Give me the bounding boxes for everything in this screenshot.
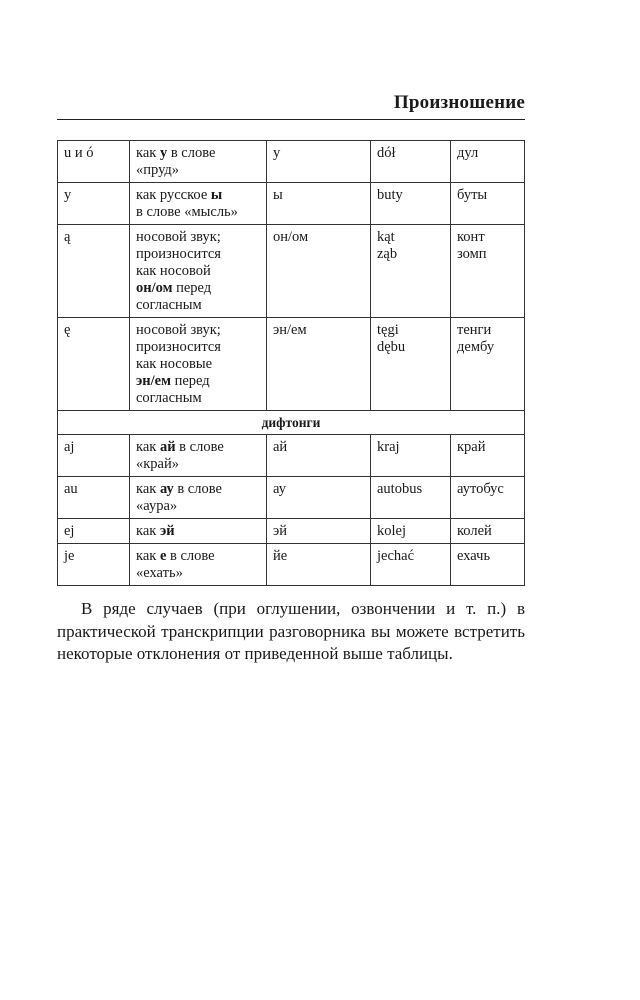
letter-cell: ą (58, 225, 130, 318)
description-line (136, 548, 261, 565)
reading-cell-line: буты (457, 187, 488, 203)
description-line (136, 339, 261, 356)
sound-cell-line: эй (273, 523, 287, 539)
description-line (136, 565, 261, 582)
description-text: перед (170, 373, 210, 389)
bold-sound: он/ом (136, 280, 173, 296)
description-line (136, 481, 261, 498)
polish-example-cell (371, 318, 451, 411)
reading-cell-line: зомп (457, 246, 487, 262)
polish-example-cell (371, 519, 451, 544)
letter-cell: je (58, 544, 130, 586)
description-line (136, 322, 261, 339)
description-text: как носовой (136, 263, 211, 279)
bold-sound: у (159, 145, 168, 161)
sound-cell-line: йе (273, 548, 288, 564)
description-line (136, 297, 261, 314)
description-text: в слове «мысль» (136, 204, 238, 220)
description-cell (130, 183, 267, 225)
bold-sound: эй (159, 523, 175, 539)
reading-cell (451, 435, 525, 477)
description-text: как (136, 481, 160, 497)
description-text: в слове (175, 439, 224, 455)
polish-example-cell (371, 225, 451, 318)
letter-cell: u и ó (58, 141, 130, 183)
description-text: согласным (136, 297, 202, 313)
description-line (136, 356, 261, 373)
page-title: Произношение (393, 92, 525, 113)
reading-cell (451, 544, 525, 586)
table-row (58, 318, 525, 411)
sound-cell (267, 435, 371, 477)
description-text: как (136, 548, 160, 564)
polish-example-cell-line: dół (377, 145, 396, 161)
bold-sound: ы (210, 187, 223, 203)
bold-sound: е (159, 548, 167, 564)
description-text: носовой звук; (136, 322, 221, 338)
reading-cell (451, 519, 525, 544)
description-cell (130, 141, 267, 183)
description-text: произносится (136, 339, 221, 355)
polish-example-cell (371, 477, 451, 519)
description-text: как (136, 439, 160, 455)
table-row (58, 544, 525, 586)
polish-example-cell-line: tęgi (377, 322, 399, 338)
description-cell (130, 519, 267, 544)
description-line (136, 246, 261, 263)
description-line (136, 280, 261, 297)
polish-example-cell (371, 544, 451, 586)
description-line (136, 145, 261, 162)
description-cell (130, 225, 267, 318)
table-row (58, 477, 525, 519)
description-line (136, 204, 261, 221)
sound-cell (267, 318, 371, 411)
polish-example-cell-line: kąt (377, 229, 395, 245)
letter-cell: aj (58, 435, 130, 477)
sound-cell (267, 225, 371, 318)
description-line (136, 229, 261, 246)
bold-sound: эн/ем (136, 373, 171, 389)
description-line (136, 263, 261, 280)
letter-cell: au (58, 477, 130, 519)
reading-cell-line: тенги (457, 322, 492, 338)
reading-cell (451, 183, 525, 225)
sound-cell (267, 183, 371, 225)
polish-example-cell (371, 435, 451, 477)
sound-cell-line: ау (273, 481, 286, 497)
description-text: носовой звук; (136, 229, 221, 245)
description-text: «аура» (136, 498, 178, 514)
table-row (58, 141, 525, 183)
reading-cell-line: дул (457, 145, 479, 161)
polish-example-cell-line: ząb (377, 246, 398, 262)
description-text: в слове (173, 481, 222, 497)
description-text: как русское (136, 187, 211, 203)
sound-cell (267, 141, 371, 183)
description-text: «ехать» (136, 565, 183, 581)
pronunciation-table (57, 140, 525, 586)
reading-cell (451, 225, 525, 318)
reading-cell (451, 318, 525, 411)
table-row (58, 183, 525, 225)
section-label: дифтонги (58, 411, 525, 435)
sound-cell-line: он/ом (273, 229, 309, 245)
sound-cell-line: ай (273, 439, 288, 455)
description-text: как (136, 523, 160, 539)
polish-example-cell-line: kraj (377, 439, 400, 455)
reading-cell-line: ехачь (457, 548, 491, 564)
polish-example-cell-line: dębu (377, 339, 406, 355)
description-cell (130, 318, 267, 411)
description-line (136, 373, 261, 390)
description-line (136, 162, 261, 179)
polish-example-cell (371, 141, 451, 183)
description-text: произносится (136, 246, 221, 262)
description-text: согласным (136, 390, 202, 406)
sound-cell (267, 519, 371, 544)
reading-cell-line: конт (457, 229, 485, 245)
polish-example-cell-line: buty (377, 187, 403, 203)
description-text: как носовые (136, 356, 213, 372)
description-text: «край» (136, 456, 179, 472)
description-cell (130, 477, 267, 519)
table-row (58, 435, 525, 477)
description-text: в слове (166, 548, 215, 564)
reading-cell-line: дембу (457, 339, 495, 355)
bold-sound: ау (159, 481, 174, 497)
sound-cell-line: ы (273, 187, 283, 203)
polish-example-cell-line: jechać (377, 548, 415, 564)
description-line (136, 498, 261, 515)
sound-cell-line: эн/ем (273, 322, 307, 338)
description-text: как (136, 145, 160, 161)
reading-cell (451, 477, 525, 519)
table-row (58, 225, 525, 318)
sound-cell-line: у (273, 145, 281, 161)
reading-cell-line: аутобус (457, 481, 504, 497)
description-text: «пруд» (136, 162, 180, 178)
sound-cell (267, 477, 371, 519)
reading-cell-line: край (457, 439, 486, 455)
table-row (58, 519, 525, 544)
description-line (136, 390, 261, 407)
polish-example-cell (371, 183, 451, 225)
description-text: перед (172, 280, 212, 296)
description-line (136, 523, 261, 540)
letter-cell: ę (58, 318, 130, 411)
section-row (58, 411, 525, 435)
letter-cell: ej (58, 519, 130, 544)
body-paragraph: В ряде случаев (при оглушении, озвончении и т. п.) в практической транскрипции разговорника вы можете встретить некоторые отклонения от приведенной выше таблицы. (57, 599, 525, 663)
sound-cell (267, 544, 371, 586)
description-text: в слове (167, 145, 216, 161)
reading-cell (451, 141, 525, 183)
polish-example-cell-line: autobus (377, 481, 423, 497)
description-line (136, 439, 261, 456)
description-line (136, 187, 261, 204)
description-cell (130, 435, 267, 477)
letter-cell: y (58, 183, 130, 225)
page-header (57, 92, 525, 120)
polish-example-cell-line: kolej (377, 523, 406, 539)
description-cell (130, 544, 267, 586)
description-line (136, 456, 261, 473)
reading-cell-line: колей (457, 523, 492, 539)
bold-sound: ай (159, 439, 176, 455)
